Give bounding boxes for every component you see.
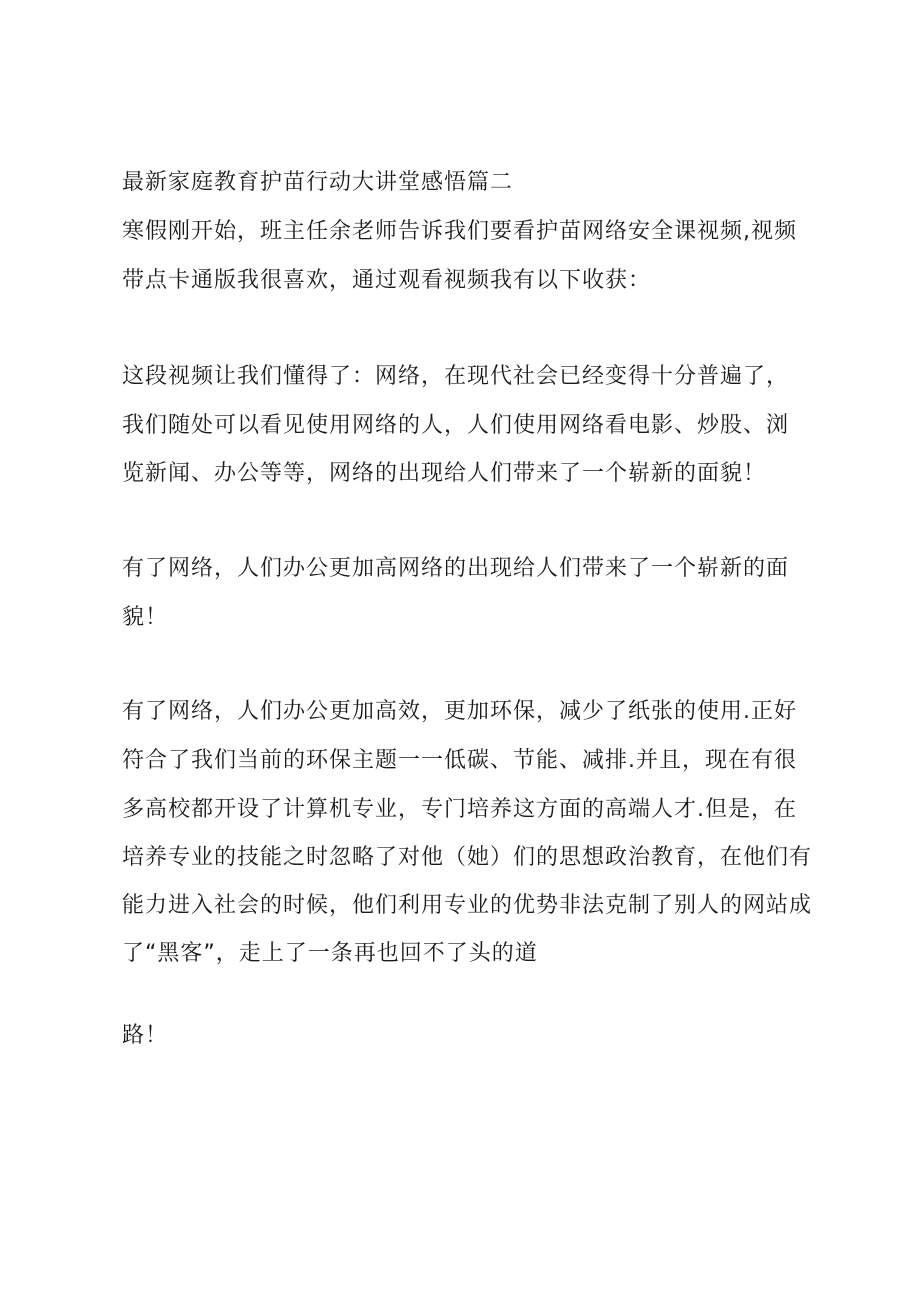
paragraph-line: 多高校都开设了计算机专业，专门培养这方面的高端人才.但是，在 [122,797,797,822]
document-title: 最新家庭教育护苗行动大讲堂感悟篇二 [122,170,514,195]
paragraph-line: 这段视频让我们懂得了：网络，在现代社会已经变得十分普遍了， [122,364,790,389]
paragraph-line: 寒假刚开始，班主任余老师告诉我们要看护苗网络安全课视频,视频 [122,219,797,244]
paragraph-line: 有了网络，人们办公更加高网络的出现给人们带来了一个崭新的面 [122,556,790,581]
paragraph-line: 培养专业的技能之时忽略了对他（她）们的思想政治教育，在他们有 [122,845,813,870]
paragraph-line: 路！ [122,1023,169,1048]
paragraph-line: 了“黑客”，走上了一条再也回不了头的道 [122,941,538,966]
paragraph-line: 我们随处可以看见使用网络的人，人们使用网络看电影、炒股、浏 [122,413,790,438]
paragraph-line: 能力进入社会的时候，他们利用专业的优势非法克制了别人的网站成 [122,893,813,918]
paragraph-line: 符合了我们当前的环保主题一一低碳、节能、减排.并且，现在有很 [122,748,797,773]
paragraph-line: 有了网络，人们办公更加高效，更加环保，减少了纸张的使用.正好 [122,699,797,724]
paragraph-line: 带点卡通版我很喜欢，通过观看视频我有以下收获： [122,268,652,293]
paragraph-line: 览新闻、办公等等，网络的出现给人们带来了一个崭新的面貌！ [122,461,767,486]
paragraph-line: 貌！ [122,605,169,630]
